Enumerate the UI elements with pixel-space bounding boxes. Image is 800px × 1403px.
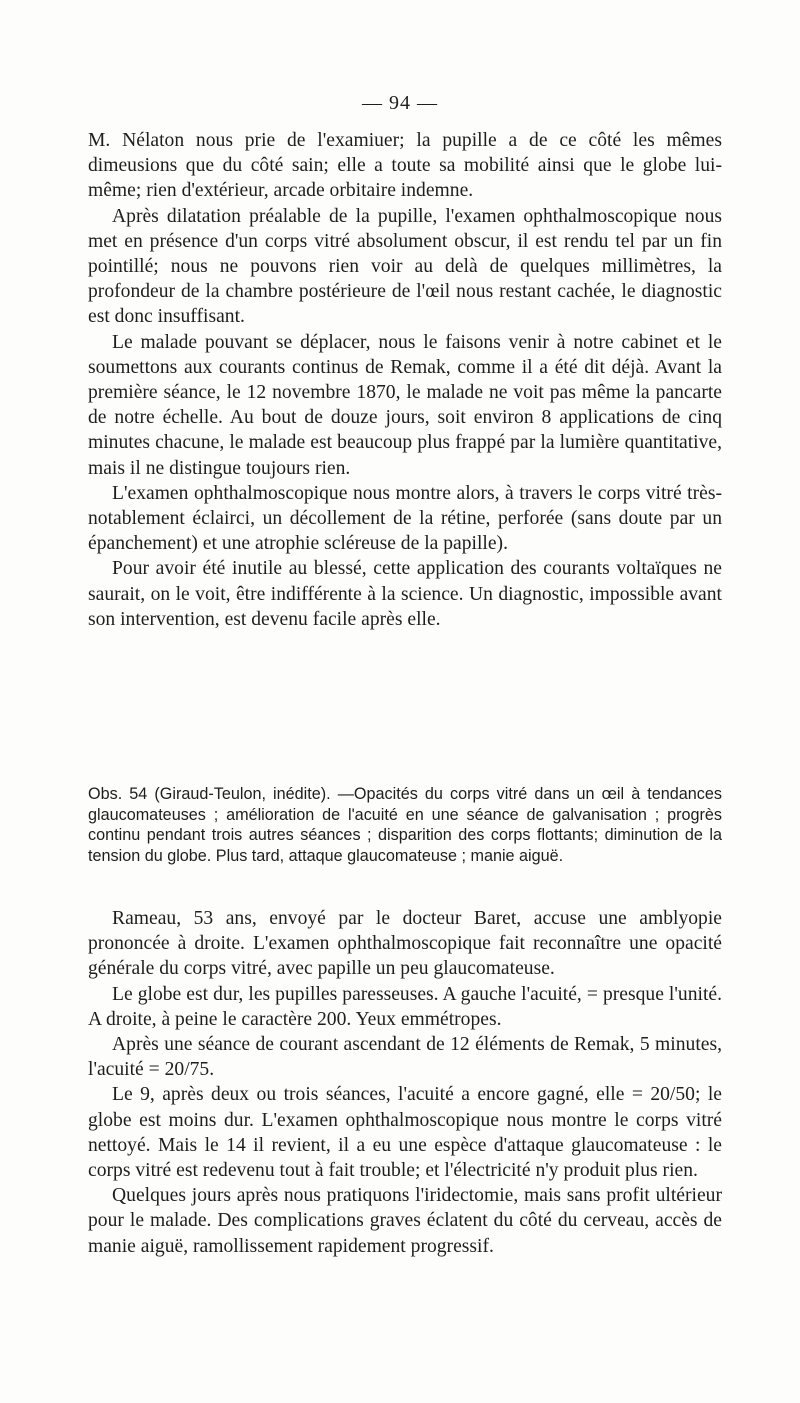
paragraph: Quelques jours après nous pratiquons l'iridectomie, mais sans profit ultérieur pour le malade. Des complications graves éclatent du côté du cerveau, accès de manie aiguë, ramollissement rapidement progressif.	[88, 1185, 722, 1257]
paragraph: M. Nélaton nous prie de l'examiuer; la pupille a de ce côté les mêmes dimeusions que du côté sain; elle a toute sa mobilité ainsi que le globe lui-même; rien d'extérieur, arcade orbitaire indemne.	[88, 130, 722, 202]
paragraph: Pour avoir été inutile au blessé, cette application des courants voltaïques ne saurait, on le voit, être indifférente à la science. Un diagnostic, impossible avant son intervention, est devenu facile après elle.	[88, 558, 722, 630]
main-text	[88, 128, 722, 632]
paragraph: Le globe est dur, les pupilles paresseuses. A gauche l'acuité, = presque l'unité. A droite, à peine le caractère 200. Yeux emmétropes.	[88, 983, 722, 1030]
paragraph: Le 9, après deux ou trois séances, l'acuité a encore gagné, elle = 20/50; le globe est moins dur. L'examen ophthalmoscopique nous montre le corps vitré nettoyé. Mais le 14 il revient, il a eu une espèce d'attaque glaucomateuse : le corps vitré est redevenu tout à fait trouble; et l'électricité n'y produit plus rien.	[88, 1084, 722, 1182]
observation-heading	[88, 784, 722, 866]
paragraph: L'examen ophthalmoscopique nous montre alors, à travers le corps vitré très-notablement éclairci, un décollement de la rétine, perforée (sans doute par un épanchement) et une atrophie scléreuse de la papille).	[88, 482, 722, 555]
paragraph: Le malade pouvant se déplacer, nous le faisons venir à notre cabinet et le soumettons aux courants continus de Remak, comme il a été dit déjà. Avant la première séance, le 12 novembre 1870, le malade ne voit pas même la pancarte de notre échelle. Au bout de douze jours, soit environ 8 applications de cinq minutes chacune, le malade est beaucoup plus frappé par la lumière quantitative, mais il ne distingue toujours rien.	[88, 331, 722, 479]
observation-text: Obs. 54 (Giraud-Teulon, inédite). —Opacités du corps vitré dans un œil à tendances glaucomateuses ; amélioration de l'acuité en une séance de galvanisation ; progrès continu pendant trois autres séances ; disparition des corps flottants; diminution de la tension du globe. Plus tard, attaque glaucomateuse ; manie aiguë.	[88, 785, 722, 865]
page-number: — 94 —	[362, 92, 438, 114]
paragraph: Après dilatation préalable de la pupille, l'examen ophthalmoscopique nous met en présence d'un corps vitré absolument obscur, il est rendu tel par un fin pointillé; nous ne pouvons rien voir au delà de quelques millimètres, la profondeur de la chambre postérieure de l'œil nous restant cachée, le diagnostic est donc insuffisant.	[88, 205, 722, 328]
case-text	[88, 906, 722, 1259]
paragraph: Après une séance de courant ascendant de 12 éléments de Remak, 5 minutes, l'acuité = 20/75.	[88, 1034, 722, 1081]
paragraph: Rameau, 53 ans, envoyé par le docteur Baret, accuse une amblyopie prononcée à droite. L'examen ophthalmoscopique fait reconnaître une opacité générale du corps vitré, avec papille un peu glaucomateuse.	[88, 908, 722, 980]
